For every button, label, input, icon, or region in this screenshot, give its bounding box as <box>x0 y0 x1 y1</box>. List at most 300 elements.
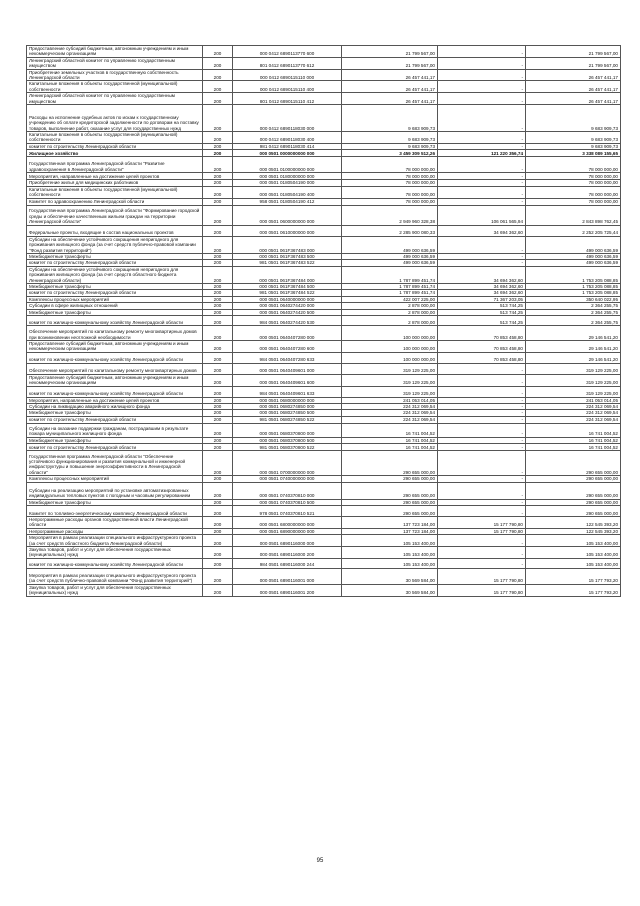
row-approved: 3 459 309 512,26 <box>342 150 438 157</box>
row-executed: - <box>438 451 526 476</box>
row-remainder: 319 129 225,00 <box>526 386 621 397</box>
row-executed: - <box>438 476 526 482</box>
row-approved: 1 787 899 451,74 <box>342 283 438 289</box>
row-code: 200 <box>203 528 233 534</box>
row-remainder: 3 338 089 155,65 <box>526 150 621 157</box>
row-approved: 2 878 000,00 <box>342 309 438 315</box>
row-name: комитет по жилищно-коммунальному хозяйству Ленинградской области <box>27 315 203 325</box>
row-code: 200 <box>203 180 233 186</box>
row-code: 200 <box>203 437 233 443</box>
row-kbk: 981 0501 061F367483 522 <box>233 260 342 266</box>
table-row <box>27 198 621 205</box>
table-row <box>27 186 621 198</box>
row-code: 200 <box>203 260 233 266</box>
row-remainder: 499 000 636,59 <box>526 236 621 253</box>
row-name: Межбюджетные трансферты <box>27 283 203 289</box>
row-approved: 26 457 441,17 <box>342 69 438 81</box>
table-row <box>27 558 621 568</box>
row-executed: 513 744,25 <box>438 303 526 309</box>
table-row <box>27 132 621 144</box>
row-remainder: 2 843 898 762,45 <box>526 205 621 225</box>
row-kbk: 000 0501 0640409601 000 <box>233 363 342 374</box>
row-code: 200 <box>203 150 233 157</box>
row-name: Закупка товаров, работ и услуг для обеспечения государственных (муниципальных) нужд <box>27 584 203 596</box>
row-executed: - <box>438 482 526 499</box>
row-executed: - <box>438 198 526 205</box>
row-approved: 100 000 000,00 <box>342 325 438 340</box>
row-remainder: 1 753 205 088,85 <box>526 266 621 283</box>
row-executed: 70 853 458,80 <box>438 352 526 363</box>
row-name: Субсидии на оказание поддержки гражданам, пострадавшим в результате пожара муниципального жилищного фонда <box>27 423 203 437</box>
row-remainder: 224 312 069,54 <box>526 416 621 423</box>
table-row <box>27 340 621 352</box>
row-remainder: 2 364 255,75 <box>526 303 621 309</box>
row-code: 200 <box>203 410 233 416</box>
row-code: 200 <box>203 93 233 105</box>
row-code: 200 <box>203 173 233 180</box>
row-kbk: 000 0501 6890116001 200 <box>233 584 342 596</box>
row-remainder: 290 655 000,00 <box>526 482 621 499</box>
row-code: 200 <box>203 290 233 296</box>
row-kbk: 000 0412 6890113770 600 <box>233 46 342 58</box>
row-executed: 34 694 362,60 <box>438 225 526 236</box>
row-executed: - <box>438 499 526 505</box>
row-kbk: 000 0501 0740370810 500 <box>233 499 342 505</box>
row-name: Обеспечение мероприятий по капитальному ремонту многоквартирных домов <box>27 363 203 374</box>
table-row <box>27 444 621 451</box>
row-kbk: 981 0501 0680370800 522 <box>233 444 342 451</box>
row-kbk: 000 0501 6890116001 000 <box>233 568 342 584</box>
row-name: Комплексы процессных мероприятий <box>27 296 203 302</box>
row-remainder: 78 000 000,00 <box>526 186 621 198</box>
row-name: Непрограммные расходы <box>27 528 203 534</box>
row-approved: 26 457 441,17 <box>342 93 438 105</box>
row-executed: - <box>438 363 526 374</box>
row-executed: - <box>438 105 526 132</box>
row-name: Мероприятия, направленные на достижение целей проектов <box>27 397 203 403</box>
row-executed: 34 694 362,60 <box>438 290 526 296</box>
row-kbk: 000 0501 0680370800 000 <box>233 423 342 437</box>
row-kbk: 801 0412 6890113770 612 <box>233 57 342 69</box>
row-name: комитет по строительству Ленинградской области <box>27 143 203 149</box>
row-remainder: 29 146 541,20 <box>526 352 621 363</box>
row-approved: 105 153 400,00 <box>342 547 438 559</box>
row-remainder: 319 129 225,00 <box>526 363 621 374</box>
row-approved: 78 000 000,00 <box>342 180 438 186</box>
row-remainder: 499 000 636,59 <box>526 253 621 259</box>
row-name: Комитет по здравоохранению Ленинградской области <box>27 198 203 205</box>
row-name: Субсидии на ликвидацию аварийного жилищного фонда <box>27 404 203 410</box>
row-approved: 16 741 004,52 <box>342 437 438 443</box>
row-name: Субсидии на реализацию мероприятий по установке автоматизированных индивидуальных тепловых пунктов с погодным и часовым регулированием <box>27 482 203 499</box>
row-code: 200 <box>203 132 233 144</box>
row-executed: - <box>438 260 526 266</box>
row-code: 200 <box>203 296 233 302</box>
row-kbk: 981 0501 0680274850 522 <box>233 416 342 423</box>
row-kbk: 981 0501 061F367484 522 <box>233 290 342 296</box>
row-code: 200 <box>203 386 233 397</box>
row-executed: - <box>438 535 526 547</box>
row-name: Закупка товаров, работ и услуг для обеспечения государственных (муниципальных) нужд <box>27 547 203 559</box>
row-executed: 15 177 790,80 <box>438 584 526 596</box>
row-remainder: 9 683 909,73 <box>526 132 621 144</box>
row-remainder: 26 457 441,17 <box>526 69 621 81</box>
row-kbk: 000 0501 0610000000 000 <box>233 225 342 236</box>
row-approved: 105 153 400,00 <box>342 558 438 568</box>
row-approved: 9 683 909,73 <box>342 143 438 149</box>
table-row <box>27 568 621 584</box>
row-kbk: 000 0501 061F367483 500 <box>233 253 342 259</box>
row-executed: - <box>438 397 526 403</box>
row-approved: 1 787 899 451,74 <box>342 266 438 283</box>
table-row <box>27 386 621 397</box>
table-row <box>27 423 621 437</box>
row-kbk: 000 0501 6890000000 000 <box>233 528 342 534</box>
table-body <box>27 46 621 597</box>
row-name: Предоставление субсидий бюджетным, автономным учреждениям и иным некоммерческим организациям <box>27 374 203 386</box>
row-remainder: 78 000 000,00 <box>526 157 621 173</box>
table-row <box>27 363 621 374</box>
table-row <box>27 105 621 132</box>
row-executed: 70 853 458,80 <box>438 340 526 352</box>
row-executed: - <box>438 253 526 259</box>
row-remainder: 1 753 205 088,85 <box>526 283 621 289</box>
row-approved: 1 787 899 451,74 <box>342 290 438 296</box>
row-code: 200 <box>203 236 233 253</box>
row-name: Межбюджетные трансферты <box>27 253 203 259</box>
row-code: 200 <box>203 340 233 352</box>
row-kbk: 000 0501 0740370810 000 <box>233 482 342 499</box>
row-executed: 513 744,25 <box>438 309 526 315</box>
table-row <box>27 547 621 559</box>
row-code: 200 <box>203 451 233 476</box>
row-code: 200 <box>203 186 233 198</box>
row-approved: 78 000 000,00 <box>342 173 438 180</box>
row-approved: 9 683 909,73 <box>342 105 438 132</box>
budget-execution-table <box>26 45 621 597</box>
row-approved: 290 655 000,00 <box>342 451 438 476</box>
table-row <box>27 451 621 476</box>
row-remainder: 2 364 255,75 <box>526 315 621 325</box>
row-approved: 319 129 225,00 <box>342 363 438 374</box>
row-approved: 78 000 000,00 <box>342 198 438 205</box>
row-kbk: 000 0412 6890115110 000 <box>233 69 342 81</box>
row-code: 200 <box>203 198 233 205</box>
row-name: Субсидии на обеспечение устойчивого сокращения непригодного для проживания жилищного фонда (за счет средств областного бюджета Ленинградской области) <box>27 266 203 283</box>
row-code: 200 <box>203 476 233 482</box>
row-remainder: 2 364 255,75 <box>526 309 621 315</box>
row-name: Приобретение жилья для медицинских работников <box>27 180 203 186</box>
row-approved: 78 000 000,00 <box>342 157 438 173</box>
row-name: Ленинградский областной комитет по управлению государственным имуществом <box>27 93 203 105</box>
row-approved: 16 741 004,52 <box>342 423 438 437</box>
row-remainder: 290 655 000,00 <box>526 506 621 517</box>
row-kbk: 000 0501 0640407280 600 <box>233 340 342 352</box>
row-executed: - <box>438 57 526 69</box>
row-approved: 290 655 000,00 <box>342 499 438 505</box>
row-name: Капитальные вложения в объекты государственной (муниципальной) собственности <box>27 81 203 93</box>
row-kbk: 000 0501 061F367484 000 <box>233 266 342 283</box>
row-code: 200 <box>203 517 233 529</box>
row-code: 200 <box>203 205 233 225</box>
row-code: 200 <box>203 253 233 259</box>
row-executed: - <box>438 416 526 423</box>
row-approved: 137 723 184,00 <box>342 517 438 529</box>
row-name: Комитет по топливно-энергетическому комплексу Ленинградской области <box>27 506 203 517</box>
table-row <box>27 205 621 225</box>
row-approved: 290 655 000,00 <box>342 506 438 517</box>
row-name: Мероприятия, направленные на достижение целей проектов <box>27 173 203 180</box>
row-executed: 513 744,25 <box>438 315 526 325</box>
row-remainder: 241 053 014,05 <box>526 397 621 403</box>
row-name: Приобретение земельных участков в государственную собственность Ленинградской области <box>27 69 203 81</box>
row-kbk: 000 0412 6890115110 400 <box>233 81 342 93</box>
row-code: 200 <box>203 325 233 340</box>
row-kbk: 000 0501 0180000000 000 <box>233 173 342 180</box>
row-code: 200 <box>203 374 233 386</box>
row-executed: - <box>438 547 526 559</box>
row-kbk: 000 0501 0640274420 500 <box>233 309 342 315</box>
table-row <box>27 506 621 517</box>
row-kbk: 978 0501 0740370810 521 <box>233 506 342 517</box>
row-remainder: 9 683 909,73 <box>526 143 621 149</box>
row-kbk: 000 0501 0640407280 000 <box>233 325 342 340</box>
row-code: 200 <box>203 225 233 236</box>
row-remainder: 21 799 567,00 <box>526 57 621 69</box>
row-name: Капитальные вложения в объекты государственной (муниципальной) собственности <box>27 186 203 198</box>
row-executed: 106 061 565,94 <box>438 205 526 225</box>
row-executed: - <box>438 374 526 386</box>
row-approved: 30 569 584,00 <box>342 584 438 596</box>
row-approved: 290 655 000,00 <box>342 476 438 482</box>
row-executed: - <box>438 143 526 149</box>
row-code: 200 <box>203 105 233 132</box>
table-row <box>27 517 621 529</box>
row-remainder: 16 741 004,52 <box>526 444 621 451</box>
row-executed: 34 694 362,60 <box>438 266 526 283</box>
row-kbk: 000 0501 0640274420 000 <box>233 303 342 309</box>
table-row <box>27 81 621 93</box>
row-executed: - <box>438 506 526 517</box>
row-kbk: 000 0501 0680274850 000 <box>233 404 342 410</box>
row-approved: 241 053 014,05 <box>342 397 438 403</box>
row-executed: 15 177 790,80 <box>438 528 526 534</box>
page-number: 95 <box>316 858 324 864</box>
row-approved: 224 312 069,54 <box>342 404 438 410</box>
row-name: комитет по строительству Ленинградской области <box>27 290 203 296</box>
table-row <box>27 584 621 596</box>
table-row <box>27 325 621 340</box>
row-kbk: 000 0501 6800000000 000 <box>233 517 342 529</box>
row-kbk: 000 0412 6890118030 400 <box>233 132 342 144</box>
row-name: Ленинградский областной комитет по управлению государственным имуществом <box>27 57 203 69</box>
row-name: Межбюджетные трансферты <box>27 410 203 416</box>
row-remainder: 319 129 225,00 <box>526 374 621 386</box>
table-row <box>27 157 621 173</box>
row-executed: 15 177 790,80 <box>438 568 526 584</box>
row-code: 200 <box>203 143 233 149</box>
row-name: Межбюджетные трансферты <box>27 437 203 443</box>
row-kbk: 984 0501 0640409601 633 <box>233 386 342 397</box>
row-kbk: 984 0501 0640407280 633 <box>233 352 342 363</box>
row-executed: - <box>438 404 526 410</box>
row-executed: - <box>438 236 526 253</box>
row-kbk: 000 0501 6890116000 000 <box>233 535 342 547</box>
row-name: Мероприятия в рамках реализации специального инфраструктурного проекта (за счет средств публично-правовой компании "Фонд развития территорий") <box>27 568 203 584</box>
row-kbk: 801 0412 6890115110 412 <box>233 93 342 105</box>
row-approved: 499 000 636,59 <box>342 260 438 266</box>
table-row <box>27 416 621 423</box>
row-approved: 21 799 567,00 <box>342 46 438 58</box>
row-name: Комплексы процессных мероприятий <box>27 476 203 482</box>
row-name: комитет по жилищно-коммунальному хозяйству Ленинградской области <box>27 386 203 397</box>
row-approved: 319 129 225,00 <box>342 386 438 397</box>
row-kbk: 981 0412 6890118030 414 <box>233 143 342 149</box>
row-name: Жилищное хозяйство <box>27 150 203 157</box>
row-remainder: 122 545 393,20 <box>526 528 621 534</box>
row-code: 200 <box>203 482 233 499</box>
row-remainder: 290 655 000,00 <box>526 476 621 482</box>
row-remainder: 290 655 000,00 <box>526 451 621 476</box>
row-remainder: 2 252 205 725,44 <box>526 225 621 236</box>
row-approved: 499 000 636,59 <box>342 236 438 253</box>
row-kbk: 000 0501 0180504190 400 <box>233 186 342 198</box>
row-approved: 26 457 441,17 <box>342 81 438 93</box>
row-approved: 21 799 567,00 <box>342 57 438 69</box>
table-row <box>27 374 621 386</box>
row-approved: 2 878 000,00 <box>342 315 438 325</box>
row-executed: - <box>438 157 526 173</box>
row-executed: - <box>438 410 526 416</box>
row-executed: - <box>438 81 526 93</box>
row-code: 200 <box>203 57 233 69</box>
row-name: Предоставление субсидий бюджетным, автономным учреждениям и иным некоммерческим организациям <box>27 46 203 58</box>
row-name: комитет по жилищно-коммунальному хозяйству Ленинградской области <box>27 352 203 363</box>
row-name: Государственная программа Ленинградской области "Формирование городской среды и обеспечение качественным жильем граждан на территории Ленинградской области" <box>27 205 203 225</box>
row-code: 200 <box>203 303 233 309</box>
row-approved: 105 153 400,00 <box>342 535 438 547</box>
table-row <box>27 46 621 58</box>
row-name: Государственная программа Ленинградской области "Обеспечение устойчивого функционирования и развития коммунальной и инженерной инфраструктуры и повышение энергоэффективности в Ленинградской области" <box>27 451 203 476</box>
row-remainder: 122 545 393,20 <box>526 517 621 529</box>
row-remainder: 26 457 441,17 <box>526 81 621 93</box>
row-remainder: 224 312 069,54 <box>526 410 621 416</box>
row-approved: 499 000 636,59 <box>342 253 438 259</box>
row-code: 200 <box>203 266 233 283</box>
row-name: Межбюджетные трансферты <box>27 499 203 505</box>
row-code: 200 <box>203 499 233 505</box>
row-code: 200 <box>203 315 233 325</box>
row-name: Субсидии на обеспечение устойчивого сокращения непригодного для проживания жилищного фонда (за счет средств публично-правовой компании "Фонд развития территорий") <box>27 236 203 253</box>
row-executed: - <box>438 423 526 437</box>
table-row <box>27 482 621 499</box>
row-remainder: 350 640 022,95 <box>526 296 621 302</box>
row-executed: 15 177 790,80 <box>438 517 526 529</box>
row-kbk: 000 0501 061F367483 000 <box>233 236 342 253</box>
row-code: 200 <box>203 416 233 423</box>
row-name: Субсидии в сфере жилищных отношений <box>27 303 203 309</box>
table-row <box>27 57 621 69</box>
row-executed: 70 853 458,80 <box>438 325 526 340</box>
row-name: Непрограммные расходы органов государственной власти Ленинградской области <box>27 517 203 529</box>
row-code: 200 <box>203 535 233 547</box>
row-executed: 34 694 362,60 <box>438 283 526 289</box>
row-approved: 30 569 584,00 <box>342 568 438 584</box>
row-remainder: 290 655 000,00 <box>526 499 621 505</box>
row-executed: - <box>438 69 526 81</box>
row-kbk: 984 0501 6890116000 244 <box>233 558 342 568</box>
table-row <box>27 535 621 547</box>
row-remainder: 105 153 400,00 <box>526 547 621 559</box>
row-kbk: 958 0501 0180504190 412 <box>233 198 342 205</box>
row-kbk: 000 0501 6890116000 200 <box>233 547 342 559</box>
row-code: 200 <box>203 444 233 451</box>
row-remainder: 499 000 636,59 <box>526 260 621 266</box>
row-kbk: 000 0501 0640409601 600 <box>233 374 342 386</box>
row-kbk: 984 0501 0640274420 530 <box>233 315 342 325</box>
row-remainder: 21 799 567,00 <box>526 46 621 58</box>
row-name: Мероприятия в рамках реализации специального инфраструктурного проекта (за счет средств областного бюджета Ленинградской области) <box>27 535 203 547</box>
row-remainder: 26 457 441,17 <box>526 93 621 105</box>
row-remainder: 9 683 909,73 <box>526 105 621 132</box>
row-kbk: 000 0501 0740000000 000 <box>233 476 342 482</box>
row-remainder: 78 000 000,00 <box>526 173 621 180</box>
row-remainder: 15 177 793,20 <box>526 584 621 596</box>
row-name: Расходы на исполнение судебных актов по искам к государственному учреждению об оплате кредиторской задолженности по договорам на поставку товаров, выполнение работ, оказание услуг для государственных нужд <box>27 105 203 132</box>
row-code: 200 <box>203 283 233 289</box>
row-remainder: 1 753 205 088,85 <box>526 290 621 296</box>
row-code: 200 <box>203 309 233 315</box>
row-approved: 224 312 069,54 <box>342 410 438 416</box>
row-executed: - <box>438 132 526 144</box>
row-kbk: 000 0501 0680000000 000 <box>233 397 342 403</box>
row-kbk: 000 0501 0180504190 000 <box>233 180 342 186</box>
row-kbk: 000 0501 0700000000 000 <box>233 451 342 476</box>
row-name: Федеральные проекты, входящие в состав национальных проектов <box>27 225 203 236</box>
row-remainder: 16 741 004,52 <box>526 437 621 443</box>
row-kbk: 000 0412 6890118030 000 <box>233 105 342 132</box>
row-executed: - <box>438 173 526 180</box>
table-row <box>27 266 621 283</box>
row-approved: 2 949 960 328,38 <box>342 205 438 225</box>
row-remainder: 105 153 400,00 <box>526 535 621 547</box>
row-approved: 422 007 225,00 <box>342 296 438 302</box>
row-approved: 224 312 069,54 <box>342 416 438 423</box>
table-row <box>27 352 621 363</box>
row-remainder: 224 312 069,54 <box>526 404 621 410</box>
table-row <box>27 93 621 105</box>
row-code: 200 <box>203 363 233 374</box>
row-remainder: 16 741 004,52 <box>526 423 621 437</box>
row-code: 200 <box>203 404 233 410</box>
row-code: 200 <box>203 584 233 596</box>
row-executed: 121 220 356,74 <box>438 150 526 157</box>
row-approved: 16 741 004,52 <box>342 444 438 451</box>
row-name: комитет по строительству Ленинградской области <box>27 260 203 266</box>
table-row <box>27 150 621 157</box>
row-approved: 2 285 900 080,33 <box>342 225 438 236</box>
row-name: Межбюджетные трансферты <box>27 309 203 315</box>
table-row <box>27 173 621 180</box>
row-executed: - <box>438 186 526 198</box>
row-name: Предоставление субсидий бюджетным, автономным учреждениям и иным некоммерческим организациям <box>27 340 203 352</box>
row-executed: - <box>438 46 526 58</box>
row-name: Обеспечение мероприятий по капитальному ремонту многоквартирных домов при возникновении неотложной необходимости <box>27 325 203 340</box>
row-name: комитет по строительству Ленинградской области <box>27 444 203 451</box>
row-approved: 319 129 225,00 <box>342 374 438 386</box>
row-code: 200 <box>203 69 233 81</box>
row-code: 200 <box>203 558 233 568</box>
